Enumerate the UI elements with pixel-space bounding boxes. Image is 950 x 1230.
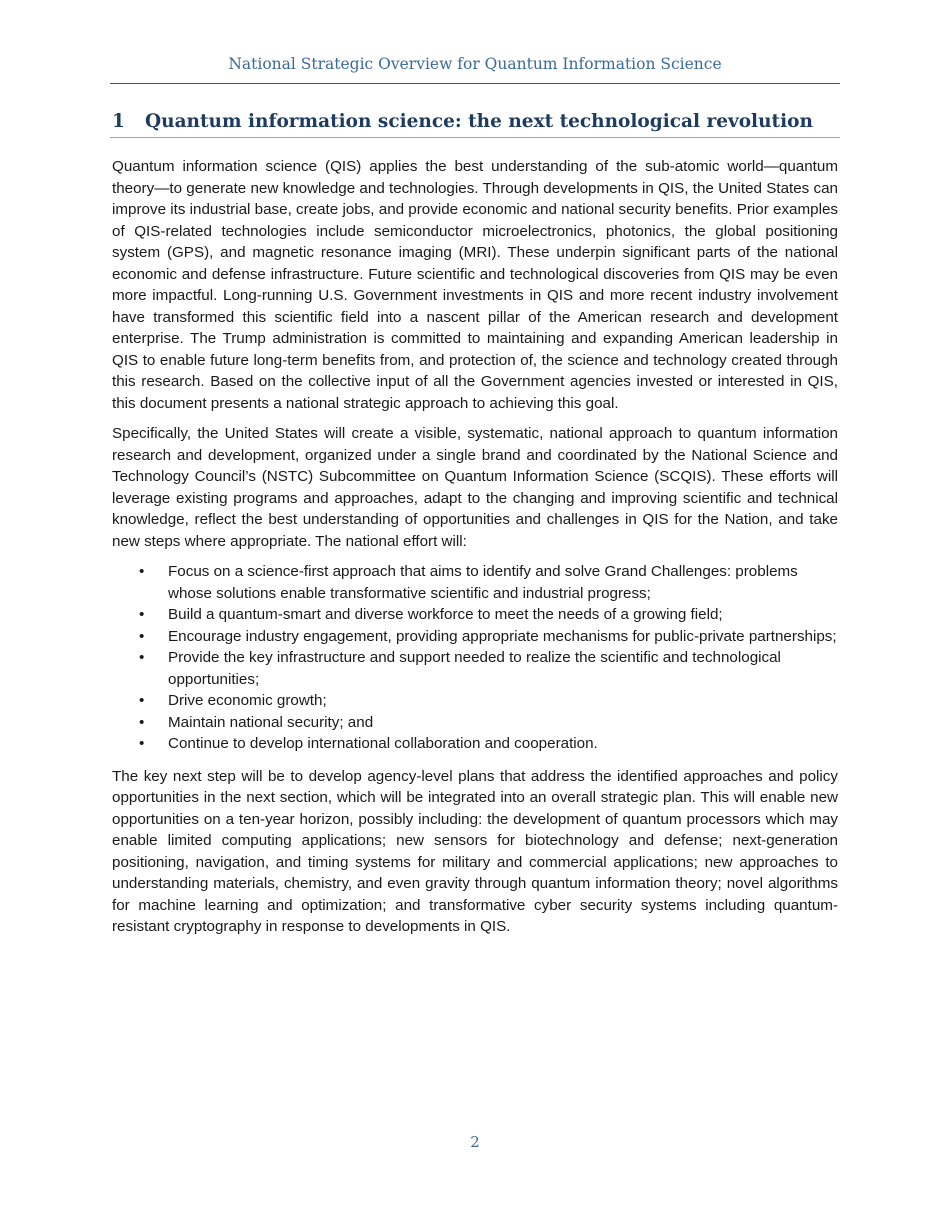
list-item	[112, 690, 838, 712]
intro-paragraph: Quantum information science (QIS) applies the best understanding of the sub-atomic world—quantum theory—to generate new knowledge and technologies. Through developments in QIS, the United States can improve its industrial base, create jobs, and provide economic and national security benefits. Prior examples of QIS-related technologies include semiconductor microelectronics, photonics, the global positioning system (GPS), and magnetic resonance imaging (MRI). These underpin significant parts of the national economic and defense infrastructure. Future scientific and technological discoveries from QIS may be even more impactful. Long-running U.S. Government investments in QIS and more recent industry involvement have transformed this scientific field into a nascent pillar of the American research and development enterprise. The Trump administration is committed to maintaining and expanding American leadership in QIS to enable future long-term benefits from, and protection of, the science and technology created through this research. Based on the collective input of all the Government agencies invested or interested in QIS, this document presents a national strategic approach to achieving this goal.	[112, 158, 838, 412]
running-header: National Strategic Overview for Quantum Information Science	[228, 55, 722, 73]
list-item	[112, 647, 838, 690]
bullet-marker: •	[139, 627, 145, 645]
list-item	[112, 733, 838, 755]
section-heading-divider	[110, 137, 840, 138]
document-body	[112, 156, 838, 947]
bullet-marker: •	[139, 563, 145, 580]
bullet-marker: •	[139, 606, 145, 623]
page-number: 2	[470, 1133, 480, 1151]
list-item	[112, 604, 838, 626]
list-item-text: Provide the key infrastructure and support needed to realize the scientific and technological opportunities;	[168, 649, 781, 688]
approach-paragraph: Specifically, the United States will create a visible, systematic, national approach to quantum information research and development, organized under a single brand and coordinated by the National Science and Technology Council’s (NSTC) Subcommittee on Quantum Information Science (SCQIS). These efforts will leverage existing programs and approaches, adapt to the changing and improving scientific and technical knowledge, reflect the best understanding of opportunities and challenges in QIS for the Nation, and take new steps where appropriate. The national effort will:	[112, 425, 838, 550]
bullet-marker: •	[139, 713, 145, 731]
list-item-text: Drive economic growth;	[168, 692, 327, 709]
list-item-text: Maintain national security; and	[168, 713, 374, 731]
list-item	[112, 712, 838, 734]
bullet-marker: •	[139, 735, 145, 752]
next-steps-paragraph: The key next step will be to develop agency-level plans that address the identified approaches and policy opportunities in the next section, which will be integrated into an overall strategic plan. This will enable new opportunities on a ten-year horizon, possibly including: the development of quantum processors which may enable limited computing applications; new sensors for biotechnology and defense; next-generation positioning, navigation, and timing systems for military and commercial applications; new approaches to understanding materials, chemistry, and even gravity through quantum information theory; novel algorithms for machine learning and optimization; and transformative cyber security systems including quantum-resistant cryptography in response to developments in QIS.	[112, 767, 838, 935]
list-item-text: Focus on a science-first approach that aims to identify and solve Grand Challenges: problems whose solutions enable transformative scientific and industrial progress;	[168, 563, 798, 602]
list-item-text: Encourage industry engagement, providing appropriate mechanisms for public-private partnerships;	[168, 627, 837, 645]
section-title: Quantum information science: the next technological revolution	[145, 111, 813, 132]
list-item-text: Build a quantum-smart and diverse workforce to meet the needs of a growing field;	[168, 606, 723, 623]
section-number: 1	[112, 111, 125, 132]
bullet-marker: •	[139, 649, 145, 666]
list-item-text: Continue to develop international collaboration and cooperation.	[168, 735, 598, 752]
list-item	[112, 626, 838, 648]
section-heading	[112, 111, 840, 132]
national-effort-list	[112, 561, 838, 755]
bullet-marker: •	[139, 692, 145, 709]
list-item	[112, 561, 838, 604]
header-divider	[110, 83, 840, 84]
